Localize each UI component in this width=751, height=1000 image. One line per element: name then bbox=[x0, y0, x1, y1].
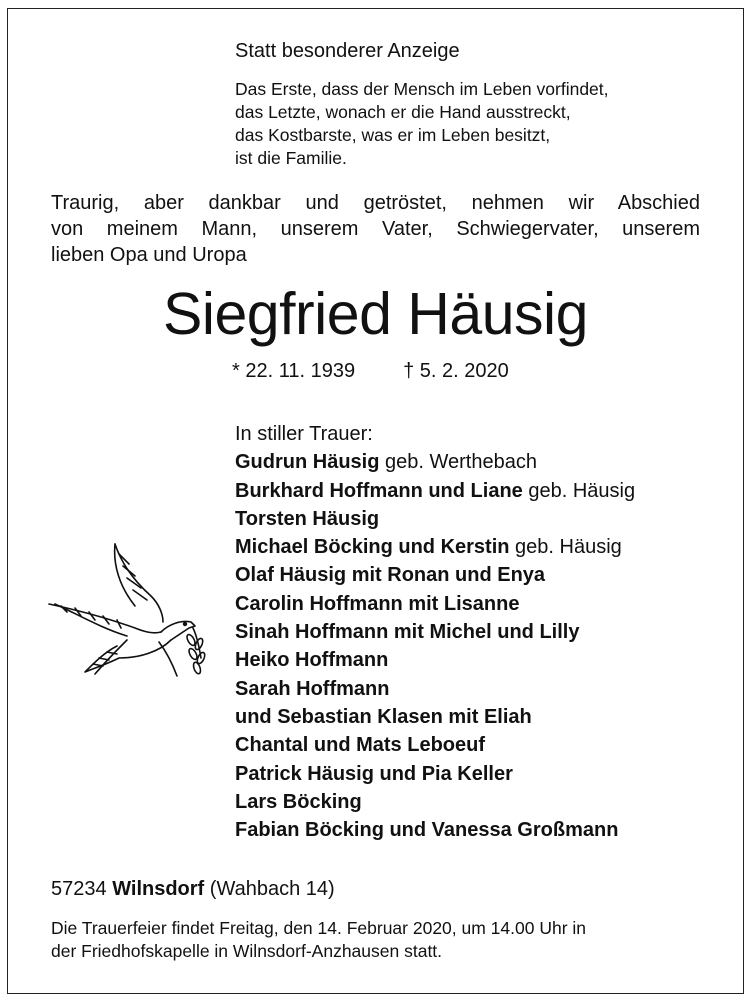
dove-with-olive-branch-icon bbox=[47, 540, 207, 682]
mourner-name: Heiko Hoffmann bbox=[235, 649, 389, 672]
intro-text bbox=[51, 190, 700, 268]
funeral-notice bbox=[51, 917, 691, 963]
mourner-row bbox=[235, 477, 635, 505]
mourner-row bbox=[235, 703, 635, 731]
mourner-name: Olaf Häusig mit Ronan und Enya bbox=[235, 564, 546, 587]
funeral-line: Die Trauerfeier findet Freitag, den 14. Februar 2020, um 14.00 Uhr in bbox=[51, 918, 587, 938]
family-address bbox=[51, 878, 335, 901]
quote-block bbox=[235, 78, 609, 170]
intro-line: lieben Opa und Uropa bbox=[51, 244, 247, 266]
mourner-note: geb. Werthebach bbox=[379, 451, 537, 474]
quote-line: das Kostbarste, was er im Leben besitzt, bbox=[235, 125, 551, 145]
mourner-row bbox=[235, 618, 635, 646]
mourner-name: Sinah Hoffmann mit Michel und Lilly bbox=[235, 621, 580, 644]
mourner-name: Michael Böcking und Kerstin bbox=[235, 536, 510, 559]
mourner-note: geb. Häusig bbox=[509, 536, 622, 559]
mourner-row bbox=[235, 533, 635, 561]
postcode: 57234 bbox=[51, 878, 107, 900]
intro-line: Traurig, aber dankbar und getröstet, nehmen wir Abschied bbox=[51, 192, 700, 214]
mourners-label: In stiller Trauer: bbox=[235, 423, 373, 445]
mourners-list bbox=[235, 420, 635, 844]
mourner-name: und Sebastian Klasen mit Eliah bbox=[235, 705, 532, 728]
birth-date: * 22. 11. 1939 bbox=[232, 360, 356, 382]
mourner-name: Patrick Häusig und Pia Keller bbox=[235, 762, 513, 785]
mourner-note: geb. Häusig bbox=[522, 479, 636, 502]
mourner-row bbox=[235, 731, 635, 759]
mourner-row bbox=[235, 675, 635, 703]
intro-line: von meinem Mann, unserem Vater, Schwiegervater, unserem bbox=[51, 218, 700, 240]
mourner-name: Carolin Hoffmann mit Lisanne bbox=[235, 592, 520, 615]
street: (Wahbach 14) bbox=[209, 878, 335, 900]
mourner-row bbox=[235, 448, 635, 476]
mourner-name: Gudrun Häusig bbox=[235, 451, 380, 474]
mourner-name: Fabian Böcking und Vanessa Großmann bbox=[235, 819, 619, 842]
death-date: † 5. 2. 2020 bbox=[403, 360, 509, 382]
mourner-row bbox=[235, 505, 635, 533]
mourner-row bbox=[235, 590, 635, 618]
funeral-line: der Friedhofskapelle in Wilnsdorf-Anzhausen statt. bbox=[51, 941, 443, 961]
mourner-name: Burkhard Hoffmann und Liane bbox=[235, 479, 523, 502]
mourner-name: Torsten Häusig bbox=[235, 507, 380, 530]
life-dates bbox=[232, 360, 509, 383]
quote-line: Das Erste, dass der Mensch im Leben vorfindet, bbox=[235, 79, 609, 99]
mourner-row bbox=[235, 561, 635, 589]
mourner-row bbox=[235, 788, 635, 816]
mourner-row bbox=[235, 760, 635, 788]
mourner-row bbox=[235, 646, 635, 674]
quote-line: ist die Familie. bbox=[235, 148, 347, 168]
mourner-name: Sarah Hoffmann bbox=[235, 677, 390, 700]
quote-line: das Letzte, wonach er die Hand ausstreckt, bbox=[235, 102, 571, 122]
notice-header: Statt besonderer Anzeige bbox=[235, 40, 460, 62]
city: Wilnsdorf bbox=[112, 878, 205, 900]
mourner-row bbox=[235, 816, 635, 844]
mourner-name: Chantal und Mats Leboeuf bbox=[235, 734, 485, 757]
deceased-name: Siegfried Häusig bbox=[163, 281, 588, 347]
mourner-name: Lars Böcking bbox=[235, 790, 362, 813]
